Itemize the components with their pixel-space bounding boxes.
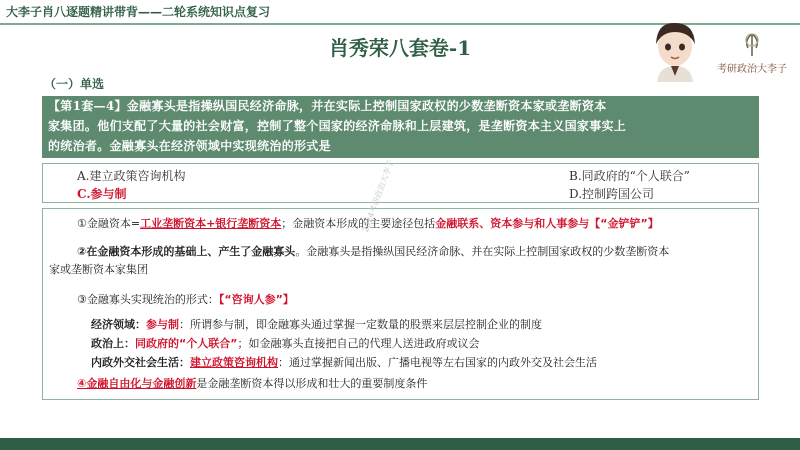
brand-logo — [712, 30, 792, 78]
options-box — [42, 163, 759, 203]
option-d[interactable]: D.控制跨国公司 — [569, 187, 655, 201]
analysis-point-4: ④金融自由化与金融创新是金融垄断资本得以形成和壮大的重要制度条件 — [77, 377, 428, 390]
economic-domain: 经济领域：参与制：所谓参与制，即金融寡头通过掌握一定数量的股票来层层控制企业的制度 — [91, 318, 542, 331]
tree-icon — [712, 30, 792, 78]
analysis-box — [42, 208, 759, 400]
watermark: 2024考研政治大李子 — [360, 158, 396, 234]
question-line-3: 的统治者。金融寡头在经济领域中实现统治的形式是 — [48, 139, 331, 153]
bottom-bar — [0, 438, 800, 450]
question-box — [42, 96, 759, 158]
series-title: 大李子肖八逐题精讲带背——二轮系统知识点复习 — [6, 5, 271, 19]
option-a[interactable]: A.建立政策咨询机构 — [77, 169, 186, 183]
avatar — [645, 20, 705, 82]
analysis-point-2-cont: 家或垄断资本家集团 — [49, 263, 148, 276]
top-bar — [0, 0, 800, 22]
analysis-point-1: ①金融资本=工业垄断资本+银行垄断资本；金融资本形成的主要途径包括金融联系、资本参与和人事参与【“金铲铲”】 — [77, 217, 659, 230]
social-domain: 内政外交社会生活：建立政策咨询机构：通过掌握新闻出版、广播电视等左右国家的内政外交及社会生活 — [91, 356, 597, 369]
svg-text:考研政治大李子: 考研政治大李子 — [717, 64, 787, 75]
option-b[interactable]: B.同政府的“个人联合” — [569, 169, 690, 183]
section-label: （一）单选 — [44, 77, 105, 91]
question-line-1: 【第1套—4】金融寡头是指操纵国民经济命脉，并在实际上控制国家政权的少数垄断资本家或垄断资本 — [48, 99, 607, 113]
analysis-point-2: ②在金融资本形成的基础上、产生了金融寡头。金融寡头是指操纵国民经济命脉、并在实际上控制国家政权的少数垄断资本 — [77, 245, 670, 258]
slide-title: 肖秀荣八套卷-1 — [328, 36, 472, 60]
political-domain: 政治上：同政府的“个人联合”；如金融寡头直接把自己的代理人送进政府或议会 — [91, 337, 480, 350]
question-line-2: 家集团。他们支配了大量的社会财富，控制了整个国家的经济命脉和上层建筑，是垄断资本主义国家事实上 — [48, 119, 627, 133]
option-c-answer[interactable]: C.参与制 — [77, 187, 127, 201]
analysis-point-3: ③金融寡头实现统治的形式：【“咨询人参”】 — [77, 293, 294, 306]
